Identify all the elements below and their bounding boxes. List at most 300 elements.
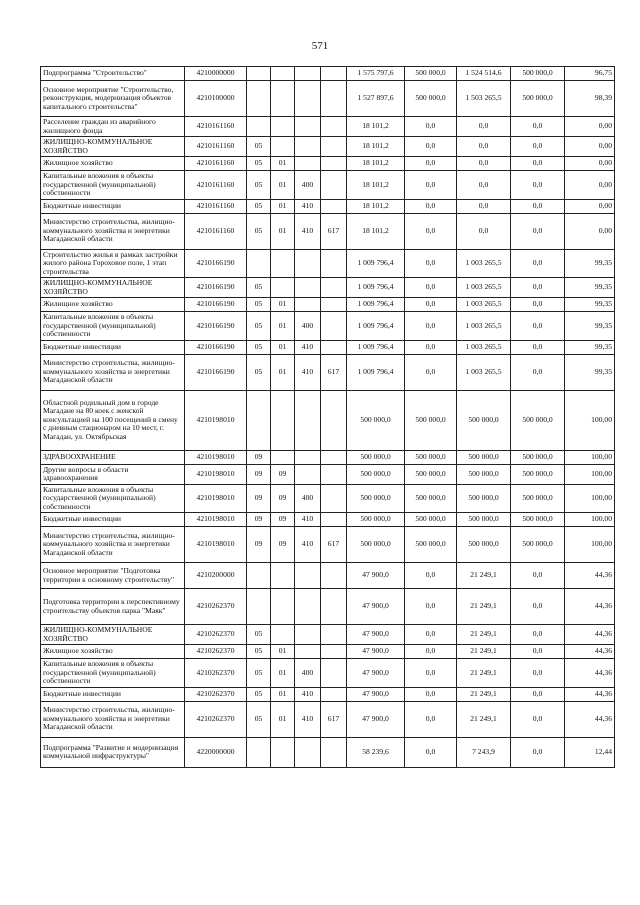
table-row [41,737,615,767]
cell-chief-administrator [321,659,347,688]
cell-name: Расселение граждан из аварийного жилищного фонда [41,117,185,137]
cell-expense-type: 410 [295,687,321,701]
table-row [41,354,615,390]
cell-value-4: 0,0 [511,137,565,157]
cell-value-1: 47 900,0 [347,625,405,645]
table-row [41,513,615,527]
cell-target-article: 4210161160 [185,213,247,249]
cell-expense-type: 400 [295,171,321,200]
page-number: 571 [311,40,329,52]
cell-chief-administrator [321,645,347,659]
cell-name: Министерство строительства, жилищно-коммунального хозяйства и энергетики Магаданской области [41,527,185,563]
cell-percent: 44,36 [565,687,615,701]
cell-chief-administrator: 617 [321,213,347,249]
cell-chief-administrator [321,137,347,157]
cell-name: Бюджетные инвестиции [41,340,185,354]
cell-value-2: 0,0 [405,659,457,688]
cell-expense-type [295,81,321,117]
cell-target-article: 4210262370 [185,645,247,659]
cell-target-article: 4210166190 [185,354,247,390]
cell-chief-administrator [321,117,347,137]
cell-value-2: 0,0 [405,563,457,589]
cell-percent: 99,35 [565,249,615,278]
cell-value-4: 0,0 [511,659,565,688]
cell-name: Жилищное хозяйство [41,645,185,659]
cell-name: Капитальные вложения в объекты государственной (муниципальной) собственности [41,484,185,513]
cell-value-1: 500 000,0 [347,484,405,513]
cell-name: ЖИЛИЩНО-КОММУНАЛЬНОЕ ХОЗЯЙСТВО [41,278,185,298]
cell-section: 05 [247,659,271,688]
cell-value-4: 0,0 [511,701,565,737]
cell-value-3: 0,0 [457,199,511,213]
cell-value-4: 0,0 [511,298,565,312]
cell-subsection: 01 [271,213,295,249]
cell-value-1: 1 575 797,6 [347,67,405,81]
cell-value-4: 0,0 [511,687,565,701]
cell-section: 05 [247,312,271,341]
cell-expense-type [295,625,321,645]
cell-subsection: 09 [271,484,295,513]
cell-percent: 0,00 [565,137,615,157]
cell-chief-administrator [321,390,347,450]
cell-value-4: 500 000,0 [511,527,565,563]
cell-subsection [271,737,295,767]
cell-value-2: 0,0 [405,199,457,213]
cell-value-2: 500 000,0 [405,450,457,464]
cell-percent: 44,36 [565,563,615,589]
cell-value-1: 1 009 796,4 [347,278,405,298]
cell-target-article: 4210166190 [185,312,247,341]
cell-expense-type [295,67,321,81]
cell-percent: 99,35 [565,298,615,312]
cell-name: Капитальные вложения в объекты государственной (муниципальной) собственности [41,659,185,688]
table-row [41,298,615,312]
cell-target-article: 4210198010 [185,464,247,484]
cell-value-1: 58 239,6 [347,737,405,767]
cell-value-4: 0,0 [511,171,565,200]
cell-name: ЗДРАВООХРАНЕНИЕ [41,450,185,464]
cell-name: Министерство строительства, жилищно-коммунального хозяйства и энергетики Магаданской области [41,354,185,390]
cell-section: 05 [247,278,271,298]
table-row [41,117,615,137]
cell-section [247,117,271,137]
cell-value-3: 0,0 [457,137,511,157]
cell-subsection [271,81,295,117]
budget-table [40,66,615,768]
cell-value-1: 47 900,0 [347,645,405,659]
cell-value-1: 18 101,2 [347,199,405,213]
cell-value-4: 0,0 [511,157,565,171]
cell-target-article: 4210198010 [185,450,247,464]
cell-percent: 0,00 [565,213,615,249]
cell-subsection: 01 [271,645,295,659]
cell-target-article: 4210262370 [185,687,247,701]
cell-expense-type: 400 [295,484,321,513]
cell-expense-type: 410 [295,527,321,563]
cell-value-2: 0,0 [405,249,457,278]
table-row [41,213,615,249]
table-row [41,278,615,298]
cell-value-2: 0,0 [405,340,457,354]
table-row [41,199,615,213]
cell-target-article: 4210262370 [185,659,247,688]
cell-value-1: 1 009 796,4 [347,354,405,390]
cell-expense-type [295,390,321,450]
cell-chief-administrator [321,298,347,312]
cell-subsection: 01 [271,340,295,354]
cell-percent: 100,00 [565,484,615,513]
cell-percent: 99,35 [565,278,615,298]
cell-value-3: 500 000,0 [457,390,511,450]
cell-name: Подпрограмма "Развитие и модернизация коммунальной инфраструктуры" [41,737,185,767]
table-row [41,171,615,200]
cell-section: 05 [247,340,271,354]
cell-section: 05 [247,701,271,737]
cell-value-2: 0,0 [405,213,457,249]
cell-value-4: 0,0 [511,563,565,589]
cell-expense-type [295,278,321,298]
cell-value-2: 0,0 [405,117,457,137]
cell-value-2: 500 000,0 [405,527,457,563]
cell-value-4: 0,0 [511,589,565,625]
cell-section: 05 [247,137,271,157]
cell-chief-administrator [321,464,347,484]
cell-subsection [271,137,295,157]
cell-name: Бюджетные инвестиции [41,687,185,701]
cell-chief-administrator [321,340,347,354]
cell-value-2: 0,0 [405,171,457,200]
cell-section: 09 [247,464,271,484]
cell-subsection [271,625,295,645]
table-row [41,464,615,484]
cell-chief-administrator: 617 [321,701,347,737]
cell-subsection [271,563,295,589]
cell-value-1: 500 000,0 [347,464,405,484]
cell-expense-type [295,645,321,659]
cell-value-1: 18 101,2 [347,117,405,137]
cell-section [247,390,271,450]
cell-subsection [271,589,295,625]
cell-section [247,737,271,767]
cell-value-4: 0,0 [511,199,565,213]
cell-expense-type [295,249,321,278]
cell-target-article: 4210198010 [185,513,247,527]
cell-percent: 44,36 [565,625,615,645]
cell-percent: 0,00 [565,157,615,171]
cell-percent: 99,35 [565,340,615,354]
table-row [41,390,615,450]
cell-subsection: 01 [271,701,295,737]
cell-value-2: 500 000,0 [405,464,457,484]
cell-section: 05 [247,354,271,390]
cell-expense-type: 410 [295,354,321,390]
cell-name: Основное мероприятие "Подготовка территории к основному строительству" [41,563,185,589]
cell-value-1: 18 101,2 [347,171,405,200]
cell-expense-type [295,464,321,484]
cell-value-2: 500 000,0 [405,484,457,513]
cell-subsection: 09 [271,513,295,527]
table-body [41,67,615,768]
cell-expense-type [295,563,321,589]
cell-value-2: 500 000,0 [405,513,457,527]
cell-value-3: 1 503 265,5 [457,81,511,117]
cell-value-1: 1 527 897,6 [347,81,405,117]
cell-value-2: 500 000,0 [405,390,457,450]
cell-value-1: 18 101,2 [347,137,405,157]
cell-value-4: 0,0 [511,625,565,645]
cell-chief-administrator [321,450,347,464]
cell-section: 09 [247,484,271,513]
cell-target-article: 4210161160 [185,137,247,157]
cell-expense-type: 410 [295,340,321,354]
cell-chief-administrator [321,737,347,767]
cell-value-2: 0,0 [405,701,457,737]
cell-chief-administrator [321,171,347,200]
cell-value-1: 1 009 796,4 [347,249,405,278]
cell-value-1: 18 101,2 [347,157,405,171]
cell-value-2: 0,0 [405,278,457,298]
cell-expense-type: 400 [295,659,321,688]
cell-percent: 0,00 [565,171,615,200]
cell-expense-type [295,737,321,767]
cell-value-2: 0,0 [405,312,457,341]
cell-value-2: 0,0 [405,589,457,625]
cell-chief-administrator [321,249,347,278]
cell-name: Областной родильный дом в городе Магадане на 80 коек с женской консультацией на 100 посещений в смену с дневным стационаром на 10 мест, г. Магадан, ул. Октябрьская [41,390,185,450]
cell-chief-administrator [321,687,347,701]
cell-percent: 0,00 [565,117,615,137]
cell-value-1: 1 009 796,4 [347,312,405,341]
cell-percent: 44,36 [565,701,615,737]
cell-value-4: 0,0 [511,645,565,659]
cell-chief-administrator [321,81,347,117]
cell-value-2: 0,0 [405,645,457,659]
table-row [41,67,615,81]
cell-target-article: 4210100000 [185,81,247,117]
cell-expense-type: 410 [295,513,321,527]
cell-percent: 99,35 [565,312,615,341]
cell-expense-type: 400 [295,312,321,341]
cell-value-3: 500 000,0 [457,527,511,563]
cell-subsection: 01 [271,171,295,200]
cell-value-1: 500 000,0 [347,513,405,527]
cell-section: 05 [247,625,271,645]
cell-section: 05 [247,645,271,659]
cell-percent: 100,00 [565,464,615,484]
cell-value-3: 21 249,1 [457,563,511,589]
table-row [41,249,615,278]
cell-expense-type [295,117,321,137]
cell-value-4: 500 000,0 [511,450,565,464]
cell-section [247,67,271,81]
cell-name: Подпрограмма "Строительство" [41,67,185,81]
table-row [41,312,615,341]
table-row [41,81,615,117]
cell-value-3: 7 243,9 [457,737,511,767]
cell-section: 05 [247,157,271,171]
cell-value-4: 500 000,0 [511,81,565,117]
cell-value-3: 500 000,0 [457,513,511,527]
cell-value-1: 18 101,2 [347,213,405,249]
cell-chief-administrator [321,67,347,81]
cell-value-4: 0,0 [511,737,565,767]
cell-value-3: 1 003 265,5 [457,249,511,278]
cell-value-3: 500 000,0 [457,484,511,513]
cell-value-1: 47 900,0 [347,563,405,589]
cell-value-4: 0,0 [511,312,565,341]
cell-section: 05 [247,213,271,249]
cell-value-4: 0,0 [511,117,565,137]
table-row [41,589,615,625]
cell-section [247,249,271,278]
cell-value-2: 0,0 [405,625,457,645]
table-row [41,450,615,464]
cell-expense-type [295,137,321,157]
cell-chief-administrator [321,484,347,513]
cell-percent: 44,36 [565,645,615,659]
cell-subsection: 01 [271,199,295,213]
cell-value-3: 21 249,1 [457,659,511,688]
cell-value-3: 0,0 [457,171,511,200]
cell-subsection: 01 [271,354,295,390]
cell-name: Другие вопросы в области здравоохранения [41,464,185,484]
cell-target-article: 4210262370 [185,625,247,645]
cell-value-2: 500 000,0 [405,67,457,81]
cell-value-2: 0,0 [405,137,457,157]
cell-subsection [271,278,295,298]
cell-subsection: 01 [271,659,295,688]
cell-section: 05 [247,687,271,701]
cell-name: Бюджетные инвестиции [41,199,185,213]
cell-value-3: 1 003 265,5 [457,340,511,354]
cell-name: Подготовка территории к перспективному строительству объектов парка "Маяк" [41,589,185,625]
cell-value-1: 1 009 796,4 [347,340,405,354]
cell-name: Бюджетные инвестиции [41,513,185,527]
cell-section: 05 [247,171,271,200]
cell-subsection: 09 [271,527,295,563]
cell-expense-type [295,157,321,171]
cell-chief-administrator [321,312,347,341]
cell-expense-type: 410 [295,701,321,737]
cell-value-3: 1 524 514,6 [457,67,511,81]
cell-value-3: 0,0 [457,117,511,137]
cell-subsection: 01 [271,312,295,341]
cell-value-3: 21 249,1 [457,645,511,659]
cell-value-4: 0,0 [511,278,565,298]
cell-subsection: 01 [271,298,295,312]
cell-percent: 98,39 [565,81,615,117]
cell-percent: 0,00 [565,199,615,213]
table-row [41,687,615,701]
cell-section [247,563,271,589]
cell-percent: 44,36 [565,659,615,688]
cell-value-3: 1 003 265,5 [457,278,511,298]
cell-target-article: 4210198010 [185,390,247,450]
cell-target-article: 4210166190 [185,278,247,298]
cell-target-article: 4210166190 [185,298,247,312]
cell-name: ЖИЛИЩНО-КОММУНАЛЬНОЕ ХОЗЯЙСТВО [41,137,185,157]
cell-value-3: 1 003 265,5 [457,354,511,390]
cell-chief-administrator [321,625,347,645]
cell-chief-administrator [321,563,347,589]
cell-percent: 100,00 [565,513,615,527]
table-row [41,137,615,157]
cell-target-article: 4210262370 [185,589,247,625]
cell-target-article: 4210161160 [185,117,247,137]
cell-target-article: 4210198010 [185,484,247,513]
cell-value-1: 47 900,0 [347,687,405,701]
cell-chief-administrator [321,157,347,171]
table-row [41,645,615,659]
cell-value-4: 500 000,0 [511,67,565,81]
cell-value-1: 500 000,0 [347,450,405,464]
cell-value-4: 500 000,0 [511,513,565,527]
cell-value-1: 1 009 796,4 [347,298,405,312]
cell-target-article: 4210161160 [185,157,247,171]
cell-target-article: 4210198010 [185,527,247,563]
cell-name: Строительство жилья в рамках застройки жилого района Гороховое поле, 1 этап строительства [41,249,185,278]
cell-value-4: 0,0 [511,249,565,278]
cell-value-3: 1 003 265,5 [457,312,511,341]
cell-percent: 100,00 [565,390,615,450]
cell-name: ЖИЛИЩНО-КОММУНАЛЬНОЕ ХОЗЯЙСТВО [41,625,185,645]
cell-subsection: 09 [271,464,295,484]
cell-percent: 12,44 [565,737,615,767]
cell-chief-administrator: 617 [321,354,347,390]
table-row [41,157,615,171]
cell-section: 09 [247,450,271,464]
cell-chief-administrator [321,278,347,298]
cell-value-3: 1 003 265,5 [457,298,511,312]
cell-percent: 96,75 [565,67,615,81]
cell-name: Капитальные вложения в объекты государственной (муниципальной) собственности [41,171,185,200]
table-row [41,484,615,513]
cell-value-1: 47 900,0 [347,701,405,737]
cell-subsection [271,117,295,137]
cell-chief-administrator [321,199,347,213]
cell-value-2: 0,0 [405,687,457,701]
cell-chief-administrator: 617 [321,527,347,563]
cell-value-3: 21 249,1 [457,701,511,737]
table-row [41,701,615,737]
cell-name: Жилищное хозяйство [41,157,185,171]
cell-value-2: 0,0 [405,298,457,312]
cell-chief-administrator [321,513,347,527]
cell-name: Министерство строительства, жилищно-коммунального хозяйства и энергетики Магаданской области [41,701,185,737]
cell-section [247,589,271,625]
cell-percent: 100,00 [565,450,615,464]
cell-name: Министерство строительства, жилищно-коммунального хозяйства и энергетики Магаданской области [41,213,185,249]
cell-value-2: 0,0 [405,354,457,390]
cell-section: 09 [247,513,271,527]
cell-name: Капитальные вложения в объекты государственной (муниципальной) собственности [41,312,185,341]
cell-expense-type: 410 [295,199,321,213]
cell-value-4: 0,0 [511,354,565,390]
cell-target-article: 4210262370 [185,701,247,737]
cell-section: 05 [247,199,271,213]
cell-target-article: 4220000000 [185,737,247,767]
cell-value-1: 47 900,0 [347,659,405,688]
cell-value-3: 500 000,0 [457,450,511,464]
cell-name: Основное мероприятие "Строительство, реконструкция, модернизация объектов капитального строительства" [41,81,185,117]
table-row [41,625,615,645]
cell-name: Жилищное хозяйство [41,298,185,312]
cell-value-2: 0,0 [405,737,457,767]
cell-percent: 99,35 [565,354,615,390]
cell-subsection: 01 [271,157,295,171]
table-row [41,527,615,563]
cell-value-3: 21 249,1 [457,589,511,625]
